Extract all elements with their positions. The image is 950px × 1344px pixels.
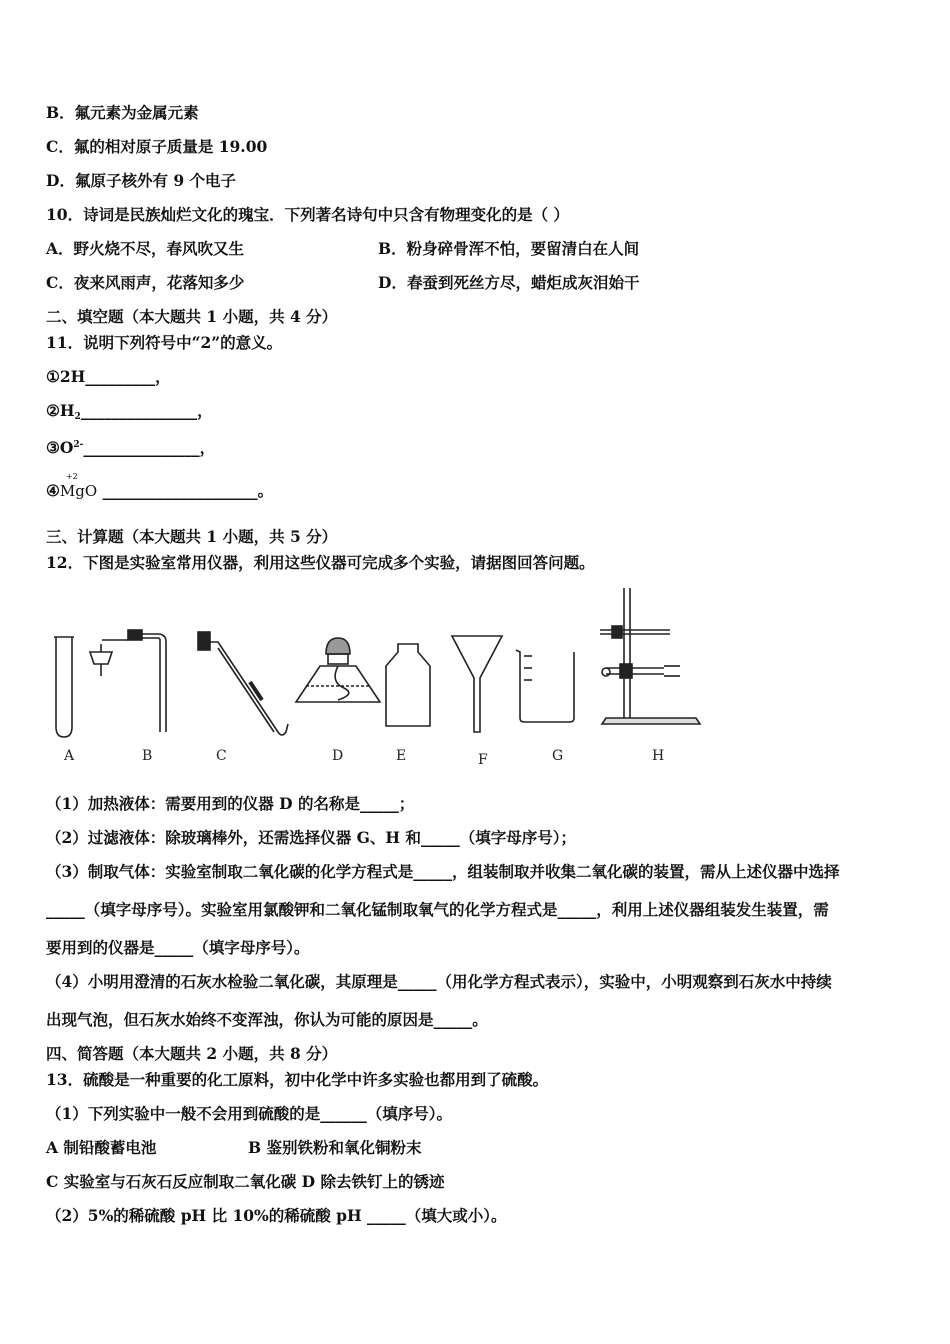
section-4-heading: 四、简答题（本大题共 2 小题，共 8 分）	[46, 1044, 338, 1063]
q10-option-b: B．粉身碎骨浑不怕，要留清白在人间	[378, 239, 640, 258]
q12-part-4-line-1: （4）小明用澄清的石灰水检验二氧化碳，其原理是_____（用化学方程式表示），实验中，小明观察到石灰水中持续	[46, 972, 832, 991]
apparatus-d-alcohol-lamp	[296, 638, 380, 702]
apparatus-f-funnel	[452, 636, 502, 732]
apparatus-b-stopper-tube	[90, 630, 166, 732]
apparatus-label-d: D	[332, 748, 344, 764]
mgo-text: MgO	[59, 482, 98, 500]
q13-part-1: （1）下列实验中一般不会用到硫酸的是______（填序号）。	[46, 1104, 453, 1123]
question-13: 13．硫酸是一种重要的化工原料，初中化学中许多实验也都用到了硫酸。	[46, 1070, 549, 1089]
apparatus-label-c: C	[216, 748, 227, 764]
option-c-q9: C．氟的相对原子质量是 19.00	[46, 137, 268, 156]
q12-part-1: （1）加热液体：需要用到的仪器 D 的名称是_____；	[46, 794, 415, 813]
oxidation-state: +2	[65, 472, 78, 481]
q12-part-2: （2）过滤液体：除玻璃棒外，还需选择仪器 G、H 和_____（填字母序号）；	[46, 828, 576, 847]
q13-option-a: A 制铅酸蓄电池	[46, 1138, 157, 1157]
q11-item-4	[46, 472, 274, 501]
q12-part-3-line-2: _____（填字母序号）。实验室用氯酸钾和二氧化锰制取氧气的化学方程式是_____，利用上述仪器组装发生装置，需	[46, 900, 829, 919]
q11-item-4-blank: ____________________。	[97, 481, 274, 500]
apparatus-label-a: A	[64, 748, 75, 764]
apparatus-h-iron-stand	[600, 588, 700, 724]
option-b-q9: B．氟元素为金属元素	[46, 103, 199, 122]
q13-option-b: B 鉴别铁粉和氧化铜粉末	[248, 1138, 422, 1157]
q10-option-c: C．夜来风雨声，花落知多少	[46, 273, 245, 292]
q11-item-2-subscript: 2	[74, 412, 81, 422]
section-2-heading: 二、填空题（本大题共 1 小题，共 4 分）	[46, 307, 338, 326]
apparatus-label-e: E	[396, 748, 407, 764]
q11-item-3-symbol: ③O	[46, 438, 74, 457]
mgo-formula	[59, 472, 98, 501]
q11-item-3-superscript: 2-	[73, 440, 84, 450]
q10-option-a: A．野火烧不尽，春风吹又生	[46, 239, 245, 258]
apparatus-label-b: B	[142, 748, 153, 764]
apparatus-label-g: G	[552, 748, 564, 764]
q11-item-3	[46, 435, 215, 458]
apparatus-label-h: H	[652, 748, 665, 764]
q11-item-2	[46, 401, 213, 427]
apparatus-a-test-tube	[54, 637, 74, 737]
q11-item-2-blank: _______________，	[80, 401, 213, 420]
apparatus-label-f: F	[478, 752, 488, 768]
lab-apparatus-figure	[40, 582, 720, 782]
question-10: 10．诗词是民族灿烂文化的瑰宝．下列著名诗句中只含有物理变化的是（ ）	[46, 205, 569, 224]
apparatus-c-bent-tube	[198, 632, 288, 735]
q11-item-4-marker: ④	[46, 481, 60, 500]
q12-part-3-line-3: 要用到的仪器是_____（填字母序号）。	[46, 938, 310, 957]
q13-part-2: （2）5%的稀硫酸 pH 比 10%的稀硫酸 pH _____（填大或小）。	[46, 1206, 507, 1225]
section-3-heading: 三、计算题（本大题共 1 小题，共 5 分）	[46, 527, 338, 546]
question-12: 12．下图是实验室常用仪器，利用这些仪器可完成多个实验，请据图回答问题。	[46, 553, 595, 572]
q11-item-2-symbol: ②H	[46, 401, 75, 420]
q13-options-c-d: C 实验室与石灰石反应制取二氧化碳 D 除去铁钉上的锈迹	[46, 1172, 445, 1191]
option-d-q9: D．氟原子核外有 9 个电子	[46, 171, 237, 190]
q12-part-4-line-2: 出现气泡，但石灰水始终不变浑浊，你认为可能的原因是_____。	[46, 1010, 488, 1029]
apparatus-g-beaker	[516, 650, 574, 722]
q11-item-3-blank: _______________，	[83, 438, 216, 457]
question-11: 11．说明下列符号中“2”的意义。	[46, 333, 283, 352]
q11-item-1: ①2H_________，	[46, 367, 171, 386]
apparatus-e-bottle	[386, 644, 430, 726]
q10-option-d: D．春蚕到死丝方尽，蜡炬成灰泪始干	[378, 273, 640, 292]
q12-part-3-line-1: （3）制取气体：实验室制取二氧化碳的化学方程式是_____，组装制取并收集二氧化碳的装置，需从上述仪器中选择	[46, 862, 840, 881]
